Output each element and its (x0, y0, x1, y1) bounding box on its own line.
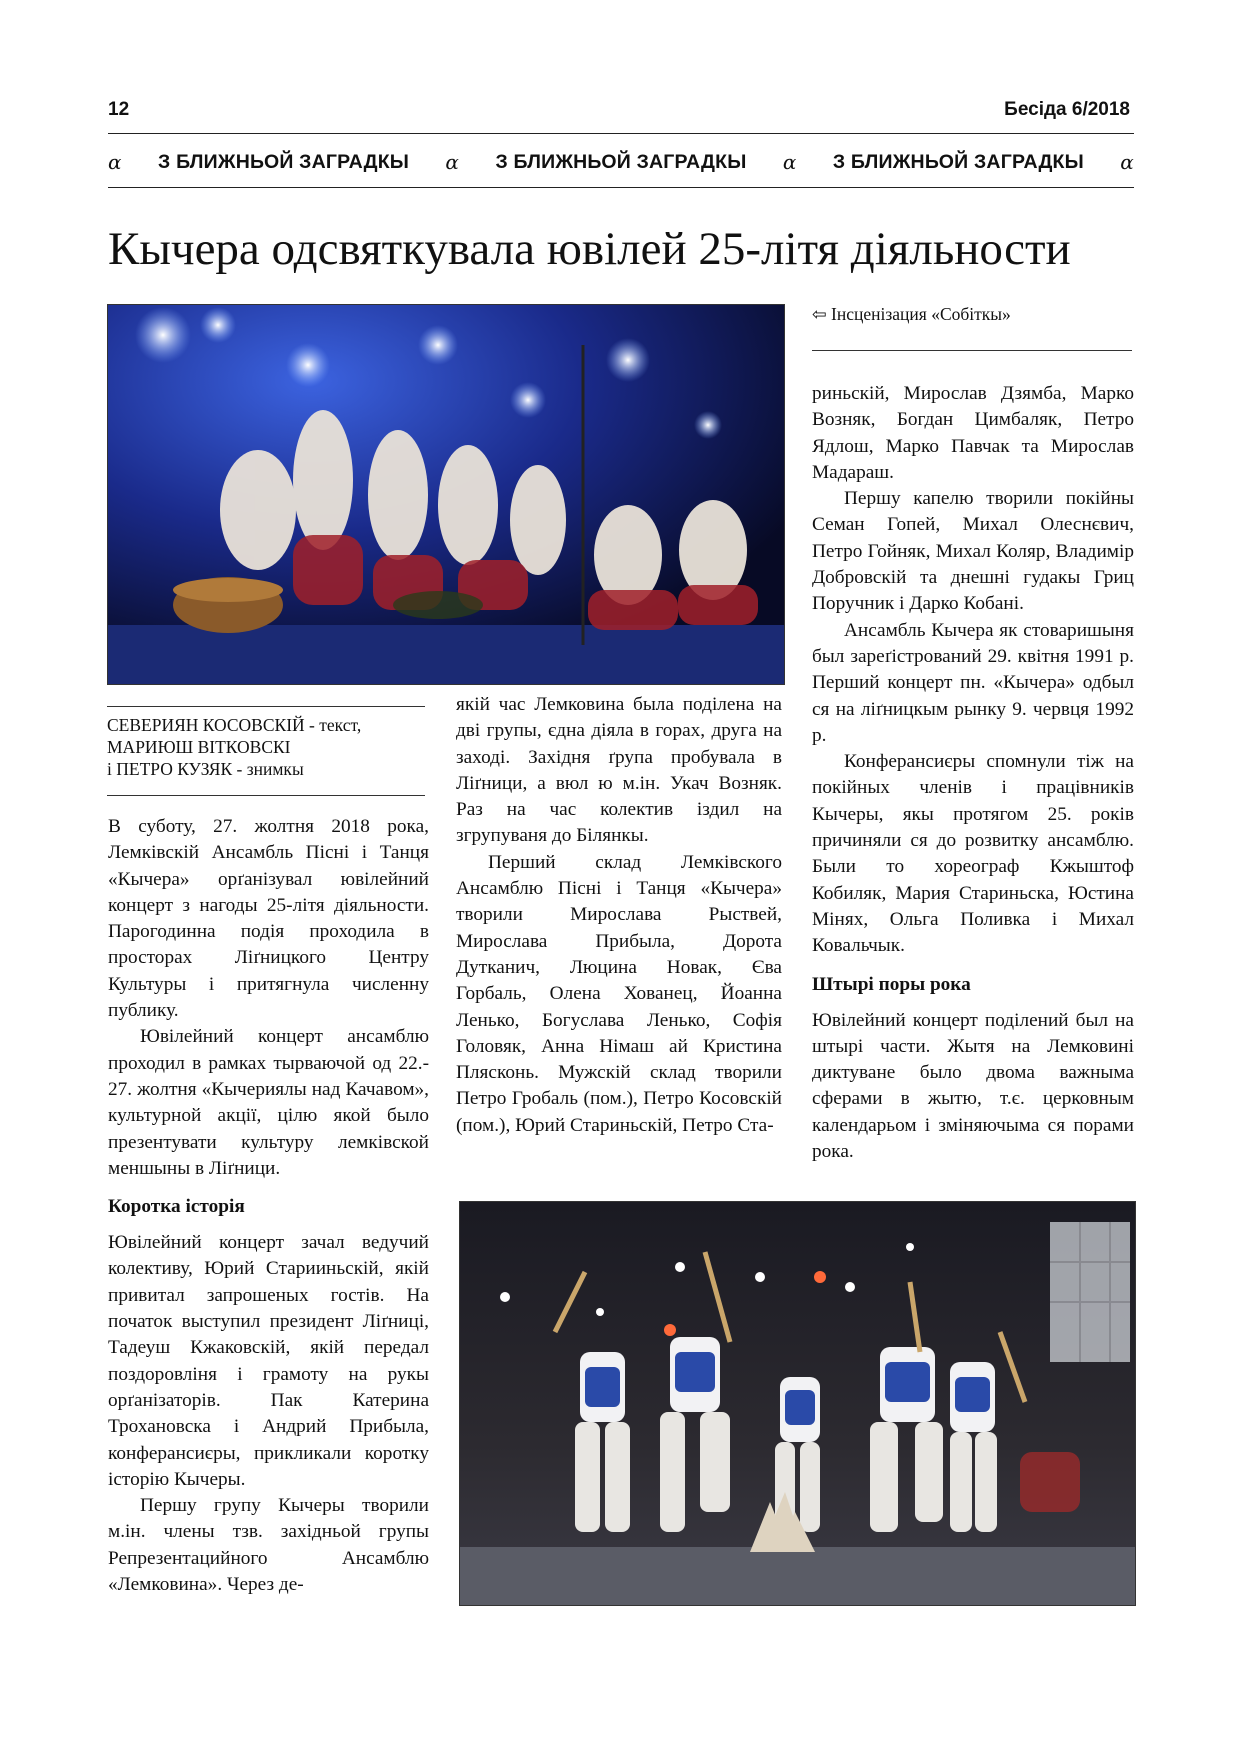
header-rule-top (108, 133, 1134, 134)
article-column-1 (108, 814, 429, 1598)
credit-line: СЕВЕРИЯН КОСОВСКІЙ - текст, (107, 715, 362, 735)
paragraph: риньскій, Мирослав Дзямба, Марко Возняк, Богдан Цимбаляк, Петро Ядлош, Марко Павчак та Мирослав Мадараш. (812, 383, 1134, 483)
stage-photo-image (108, 305, 784, 684)
ornament-icon: ɑ (445, 150, 460, 174)
paragraph: якій час Лемковина была поділена на дві групы, єдна діяла в горах, друга на заході. Західня ґрупа пробувала в Ліґници, а вюл ю м.ін. Укач Возняк. Раз на час колектив іздил на згрупуваня до Білянкы. (456, 694, 782, 847)
paragraph: Ювілейний концерт ансамблю проходил в рамках тырваючой од 22.- 27. жолтня «Кычериялы над Качавом», культурной акції, цілю якой было презентувати культуру лемківской меншыны в Ліґници. (108, 1026, 429, 1179)
paragraph: Перший склад Лемківского Ансамблю Пісні і Танця «Кычера» творили Мирослава Рыствей, Мирослава Прибыла, Дорота Дутканич, Люцина Новак, Єва Горбаль, Олена Хованец, Йоанна Ленько, Богуслава Ленько, Софія Головяк, Анна Німаш ай Кристина Плясконь. Мужскій склад творили Петро Гробаль (пом.), Петро Косовскій (пом.), Юрий Стариньскій, Петро Ста- (456, 851, 782, 1136)
dance-photo-image (460, 1202, 1135, 1605)
author-credits (107, 714, 437, 780)
dance-photo (459, 1201, 1136, 1606)
ornament-icon: ɑ (108, 150, 122, 174)
paragraph: Ансамбль Кычера як стоваришыня был зареґістрований 29. квітня 1991 р. Перший концерт пн. «Кычера» одбыл ся на ліґницкым рынку 9. червця 1992 р. (812, 619, 1134, 746)
page-number: 12 (108, 99, 130, 120)
stage-photo (107, 304, 785, 685)
credit-line: МАРИЮШ ВІТКОВСКІ (107, 737, 291, 757)
paragraph: Конферансиєры спомнули тіж на покійных членів і працівників Кычеры, якы протягом 25. років причиняли ся до розвитку ансамблю. Были то хореограф Кжыштоф Кобиляк, Мария Стариньска, Юстина Мінях, Ольга Поливка і Михал Ковальчык. (812, 751, 1134, 957)
ornament-icon: ɑ (782, 150, 797, 174)
article-column-3 (812, 381, 1134, 1165)
photo-caption: ⇦ Інсценізация «Собіткы» (812, 304, 1011, 324)
paragraph: Першу групу Кычеры творили м.ін. члены тзв. західньой групы Репрезентацийного Ансамблю «Лемковина». Через де- (108, 1495, 429, 1596)
section-ribbon (108, 150, 1134, 174)
section-label: З БЛИЖНЬОЙ ЗАГРАДКЫ (832, 150, 1084, 173)
article-title: Кычера одсвяткувала ювілей 25-літя діяльности (108, 223, 1071, 275)
article-column-2 (456, 692, 782, 1139)
caption-rule (812, 350, 1132, 351)
section-label: З БЛИЖНЬОЙ ЗАГРАДКЫ (158, 150, 410, 173)
credit-line: і ПЕТРО КУЗЯК - знимкы (107, 759, 304, 779)
paragraph: Першу капелю творили покійны Семан Гопей, Михал Олеснєвич, Петро Гойняк, Михал Коляр, Владимір Добровскій та днешні гудакы Гриц Поручник і Дарко Кобані. (812, 488, 1134, 615)
paragraph: Ювілейний концерт зачал ведучий колективу, Юрий Старииньскій, якій привитал запрошеных гостів. На початок выступил президент Ліґниці, Тадеуш Кжаковскій, якій передал поздоровліня і грамоту на рукы орґанізаторів. Пак Катерина Трохановска і Андрий Прибыла, конферансиєры, прикликали коротку історію Кычеры. (108, 1232, 429, 1490)
subheading: Штырі поры рока (812, 973, 971, 995)
paragraph: В суботу, 27. жолтня 2018 рока, Лемківскій Ансамбль Пісні і Танця «Кычера» орґанізувал ювілейний концерт з нагоды 25-літя діяльности. Парогодинна подія проходила в просторах Ліґницкого Центру Культуры і притягнула численну публику. (108, 816, 429, 1022)
paragraph: Ювілейний концерт поділений был на штырі части. Жытя на Лемковині диктуване было двома важныма сферами в жытю, т.є. церковным календарьом і зміняючыма ся порами рока. (812, 1009, 1134, 1163)
header-rule-bottom (108, 187, 1134, 188)
credits-rule-bottom (107, 795, 425, 796)
credits-rule-top (107, 706, 425, 707)
ornament-icon: ɑ (1120, 150, 1134, 174)
issue-label: Бесіда 6/2018 (1004, 99, 1130, 120)
section-label: З БЛИЖНЬОЙ ЗАГРАДКЫ (495, 150, 747, 173)
subheading: Коротка історія (108, 1196, 245, 1218)
